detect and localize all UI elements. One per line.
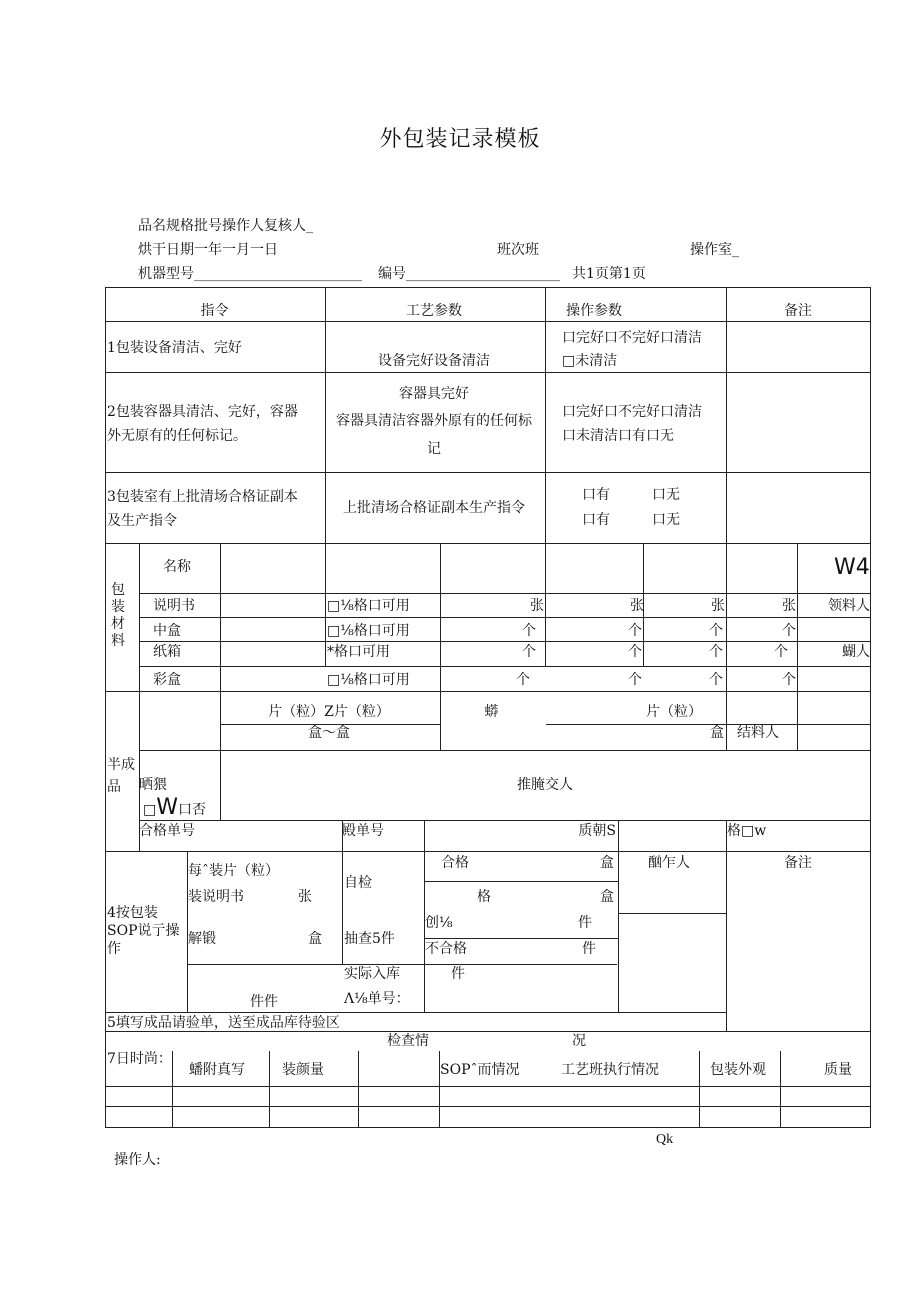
materials-w4: W4 — [834, 555, 870, 580]
material-unit: 个 — [522, 623, 536, 639]
row2-process-line2: 容器具清洁容器外原有的任何标 — [336, 413, 532, 429]
row4-box-unit: 盒 — [308, 931, 322, 947]
row3-instruction-line2: 及生产指令 — [107, 513, 177, 529]
row3-op-none-2: 口无 — [652, 512, 680, 528]
semi-qc-options — [143, 797, 206, 821]
row7-time: 7日时尚： — [107, 1051, 172, 1067]
row4-remark: 备注 — [784, 855, 812, 871]
header-page: 共1页第1页 — [572, 266, 646, 282]
header-line-1: 品名规格批号操作人复核人_ — [138, 218, 313, 234]
row3-op-has-2: 口有 — [582, 512, 610, 528]
material-extra: 蝴人 — [842, 644, 870, 660]
col-process: 工艺参数 — [406, 303, 462, 319]
material-unit: 个 — [628, 672, 642, 688]
material-name: 纸箱 — [153, 644, 181, 660]
col-remark: 备注 — [784, 303, 812, 319]
row1-instruction: 1包装设备清洁、完好 — [107, 340, 242, 356]
material-name: 说明书 — [153, 598, 195, 614]
row4-form-no: Λ⅛单号： — [344, 991, 410, 1007]
row1-process: 设备完好设备清洁 — [378, 353, 490, 369]
checkbox-icon[interactable]: □ — [143, 802, 157, 818]
row4-sample-fail-unit: 件 — [582, 941, 596, 957]
col-operation: 操作参数 — [566, 303, 622, 319]
material-check: *格口可用 — [327, 644, 390, 660]
semi-boxes: 盒～盒 — [308, 725, 350, 741]
row4-instruction: 4按包装SOP说亍操作 — [107, 905, 180, 957]
header-room: 操作室_ — [690, 242, 739, 258]
material-unit: 个 — [709, 623, 723, 639]
semi-qc-no: 口否 — [178, 802, 206, 818]
row4-pass: 合格 — [441, 855, 469, 871]
row4-selfcheck: 自检 — [344, 875, 372, 891]
material-unit: 张 — [530, 598, 544, 614]
row1-op-line2: □未清洁 — [562, 353, 618, 369]
row2-op-line2: 口未清洁口有口无 — [562, 428, 674, 444]
row3-op-none-1: 口无 — [652, 487, 680, 503]
header-dry-date: 烘干日期一年一月一日 — [138, 242, 278, 258]
header-number: 编号______________________ — [378, 266, 560, 282]
row4-actual: 实际入库 — [344, 966, 400, 982]
footer-operator: 操作人: — [114, 1152, 161, 1168]
row2-instruction-line1: 2包装容器具清洁、完好，容器 — [107, 404, 298, 420]
row7-col-6: 质量 — [824, 1062, 852, 1078]
row4-leaflet: 装说明书 — [188, 889, 244, 905]
material-check: □⅛格口可用 — [327, 623, 410, 639]
row4-sample-fail: 不合格 — [425, 941, 467, 957]
row3-process: 上批清场合格证副本生产指令 — [343, 500, 525, 516]
row7-col-3: SOPˆ而情况 — [440, 1062, 520, 1078]
row4-per-pack: 每ˆ装片（粒） — [188, 863, 279, 879]
header-machine: 机器型号________________________ — [138, 266, 362, 282]
semi-mid: 蟒 — [484, 704, 499, 720]
semi-receiver: 结料人 — [737, 725, 779, 741]
material-name: 彩盒 — [153, 672, 181, 688]
row2-process-line1: 容器具完好 — [399, 386, 469, 402]
material-name: 中盒 — [153, 623, 181, 639]
materials-side-label: 包 装 材 料 — [111, 582, 125, 649]
semi-qc: 质朝S — [578, 823, 616, 839]
semi-handover: 推腌交人 — [517, 777, 573, 793]
material-unit: 个 — [522, 644, 536, 660]
row7-check-a: 检查情 — [387, 1033, 429, 1049]
col-instruction: 指令 — [200, 303, 229, 319]
semi-pieces: 片（粒）Z片（粒） — [268, 704, 390, 720]
material-unit: 个 — [516, 672, 530, 688]
footer-qk: Qk — [656, 1132, 674, 1147]
material-unit: 个 — [709, 644, 723, 660]
row2-instruction-line2: 外无原有的任何标记。 — [107, 428, 247, 444]
material-unit: 张 — [782, 598, 796, 614]
semi-order: 殿单号 — [342, 823, 384, 839]
semi-qc-label: 晒猥 — [139, 777, 167, 793]
row4-sample-pass: 创⅛ — [425, 915, 453, 931]
row7-col-1: 蟠附真写 — [189, 1062, 245, 1078]
material-unit: 个 — [628, 644, 642, 660]
material-unit: 张 — [711, 598, 725, 614]
row5-text: 5填写成品请验单，送至成品库待验区 — [107, 1015, 340, 1031]
header-shift: 班次班 — [497, 242, 539, 258]
row7-col-5: 包装外观 — [710, 1062, 766, 1078]
semi-pieces2: 片（粒） — [646, 704, 702, 720]
row3-instruction-line1: 3包装室有上批清场合格证副本 — [107, 489, 298, 505]
material-unit: 个 — [774, 644, 788, 660]
row1-op-line1: 口完好口不完好口清洁 — [562, 330, 702, 346]
page-title: 外包装记录模板 — [379, 127, 541, 152]
semi-cert: 合格单号 — [139, 823, 195, 839]
semi-side-label: 半成品 — [107, 757, 135, 795]
semi-box2: 盒 — [710, 725, 724, 741]
materials-name-label: 名称 — [163, 559, 191, 575]
row4-leaflet-unit: 张 — [298, 889, 312, 905]
row4-grade: 格 — [477, 889, 491, 905]
row7-check-b: 况 — [572, 1033, 586, 1049]
row2-process-line3: 记 — [427, 441, 441, 457]
row4-pass-unit: 盒 — [600, 855, 614, 871]
material-extra: 领料人 — [828, 598, 870, 614]
row4-grade-unit: 盒 — [600, 889, 614, 905]
material-unit: 个 — [709, 672, 723, 688]
row4-operator: 酗乍人 — [648, 855, 690, 871]
row4-sample: 抽查5件 — [344, 931, 395, 947]
material-check: □⅛格口可用 — [327, 672, 410, 688]
semi-grade: 格□w — [727, 823, 767, 839]
material-unit: 个 — [782, 623, 796, 639]
row3-op-has-1: 口有 — [582, 487, 610, 503]
row4-sample-pass-unit: 件 — [578, 915, 592, 931]
material-unit: 张 — [630, 598, 644, 614]
row4-actual-unit: 件 — [451, 966, 465, 982]
material-check: □⅛格口可用 — [327, 598, 410, 614]
material-unit: 个 — [628, 623, 642, 639]
row2-op-line1: 口完好口不完好口清洁 — [562, 404, 702, 420]
semi-qc-w: W — [156, 795, 178, 820]
row7-col-2: 装颜量 — [282, 1062, 324, 1078]
row4-parts: 件件 — [250, 994, 278, 1010]
row4-box: 解锻 — [188, 931, 216, 947]
material-unit: 个 — [782, 672, 796, 688]
row7-col-4: 工艺班执行情况 — [561, 1062, 659, 1078]
